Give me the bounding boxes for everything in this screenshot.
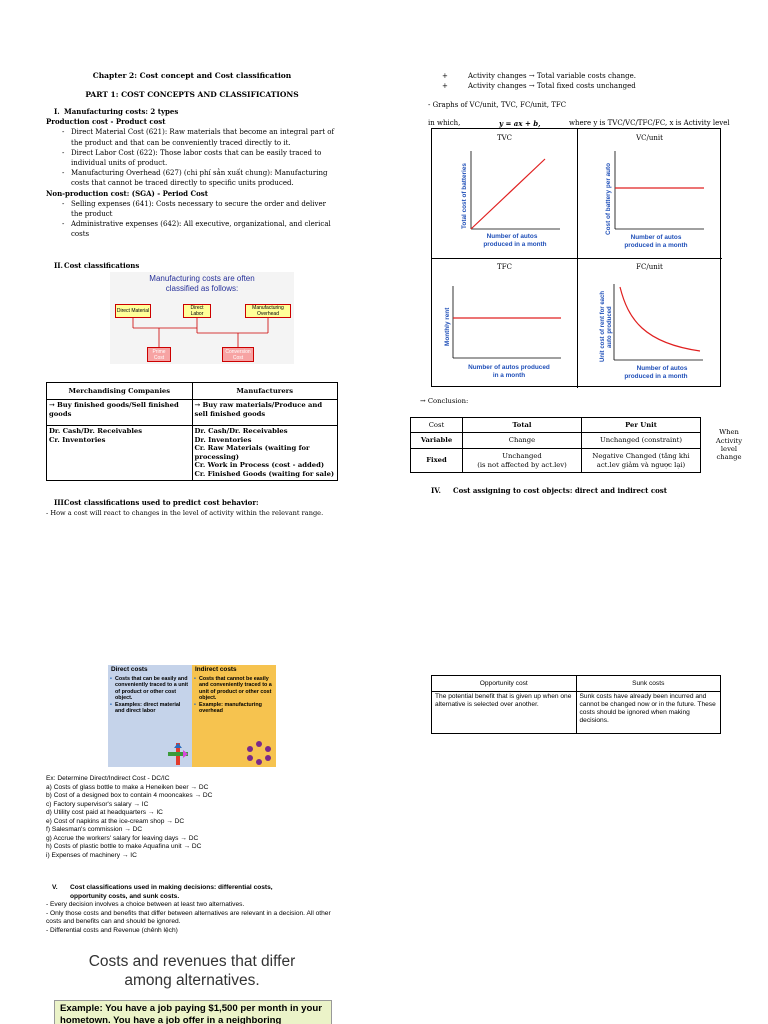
list-item: b) Cost of a designed box to contain 4 mooncakes → DC — [46, 792, 213, 799]
production-cost-heading: Production cost - Product cost — [46, 117, 166, 127]
table-cell: Fixed — [411, 449, 463, 473]
list-item: - Manufacturing Overhead (627) (chi phí sản xuất chung): Manufacturing costs that cannot be traced directly to specific units produced. — [62, 168, 338, 188]
cost-behavior-graphs — [431, 128, 721, 387]
fc-unit-x-axis-label: produced in a month — [624, 373, 688, 380]
table-cell: Change — [463, 433, 582, 449]
table-cell: Dr. Cash/Dr. Receivables Dr. Inventories Cr. Raw Materials (waiting for processing) Cr. Work in Process (cost - added) Cr. Finished Goods (waiting for sale) — [192, 426, 338, 481]
section-5 — [46, 884, 346, 935]
table-header: Total — [463, 418, 582, 433]
section-3-heading: III.Cost classifications used to predict cost behavior: — [54, 498, 259, 507]
list-item: g) Accrue the workers' salary for leaving days → DC — [46, 834, 199, 842]
section-manufacturing-costs — [46, 107, 338, 240]
example-box: Example: You have a job paying $1,500 per month in your hometown. You have a job offer in a neighboring — [54, 1000, 332, 1024]
formula-where: where y is TVC/VC/TFC/FC, x is Activity level — [569, 119, 730, 127]
table-cell: The potential benefit that is given up when one alternative is selected over another. — [432, 692, 577, 734]
activity-change-note: When Activity level change — [701, 418, 758, 473]
manufacturing-costs-diagram — [110, 272, 294, 364]
graph-title-tvc: TVC — [496, 134, 513, 142]
list-item: - Selling expenses (641): Costs necessary to secure the order and deliver the product — [62, 199, 338, 219]
list-item: d) Utility cost paid at headquarters → IC — [46, 809, 163, 816]
table-row — [432, 692, 721, 734]
section-5-heading: V. Cost classifications used in making decisions: differential costs, opportunity costs, and sunk costs. — [52, 884, 273, 900]
prime-cost-box: Prime Cost — [147, 347, 171, 362]
fc-unit-graph — [600, 284, 703, 380]
production-cost-list — [46, 127, 338, 188]
list-item: h) Costs of plastic bottle to make Aquafina unit → DC — [46, 843, 202, 850]
table-row — [432, 676, 721, 692]
table-header: Sunk costs — [576, 676, 721, 692]
cost-behavior-table — [410, 417, 757, 473]
table-row — [411, 418, 758, 433]
fc-unit-y-axis-label: auto produced — [607, 306, 613, 348]
fc-unit-y-axis-label: Unit cost of rent for each — [600, 290, 606, 362]
tvc-x-axis-label: Number of autos — [486, 233, 538, 240]
section-1-heading: I. Manufacturing costs: 2 types — [54, 107, 179, 116]
section-5-line: - Differential costs and Revenue (chênh lệch) — [46, 926, 178, 934]
fc-unit-x-axis-label: Number of autos — [636, 365, 688, 372]
list-item: e) Cost of napkins at the ice-cream shop → DC — [46, 817, 185, 825]
table-cell: Unchanged (is not affected by act.lev) — [463, 449, 582, 473]
list-item: i) Expenses of machinery → IC — [46, 851, 137, 859]
manufacturing-overhead-box: Manufacturing Overhead — [245, 304, 291, 318]
vc-unit-x-axis-label: produced in a month — [624, 242, 688, 249]
graph-title-fc-unit: FC/unit — [636, 263, 663, 271]
indirect-cycle-icon — [246, 741, 272, 765]
list-item: a) Costs of glass bottle to make a Heneiken beer → DC — [46, 783, 209, 791]
diagram-connectors — [110, 272, 294, 364]
vc-unit-y-axis-label: Cost of battery per auto — [605, 162, 612, 235]
section-5-line: - Every decision involves a choice between at least two alternatives. — [46, 901, 245, 908]
non-production-cost-heading: Non-production cost: (SGA) - Period Cost — [46, 188, 208, 198]
direct-indirect-examples — [46, 775, 346, 860]
list-item: Ex: Determine Direct/Indirect Cost - DC/IC — [46, 775, 170, 782]
fc-unit-curve — [620, 287, 700, 351]
direct-costs-panel: Direct costs • Costs that can be easily and conveniently traced to a unit of product or other cost object. • Examples: direct material and direct labor — [108, 665, 192, 767]
table-cell: Dr. Cash/Dr. Receivables Cr. Inventories — [47, 426, 193, 481]
table-header: Per Unit — [582, 418, 701, 433]
part-title: PART 1: COST CONCEPTS AND CLASSIFICATIONS — [85, 90, 299, 99]
non-production-cost-list — [46, 199, 338, 240]
tfc-graph — [444, 286, 561, 379]
list-item: - Direct Labor Cost (622): Those labor costs that can be easily traced to individual units of product. — [62, 148, 338, 168]
table-header: Merchandising Companies — [47, 383, 193, 400]
section-2-heading: II.Cost classifications — [54, 261, 140, 270]
conversion-cost-box: Conversion Cost — [222, 347, 254, 362]
section-3 — [46, 498, 338, 518]
merchandising-vs-manufacturers-table — [46, 382, 338, 481]
vc-unit-x-axis-label: Number of autos — [630, 234, 682, 241]
list-item: f) Salesman's commission → DC — [46, 826, 143, 833]
tvc-x-axis-label: produced in a month — [483, 241, 547, 248]
list-item: - Direct Material Cost (621): Raw materials that become an integral part of the product and that can be conveniently traced directly to it. — [62, 127, 338, 147]
tvc-graph — [461, 151, 560, 248]
chapter-title: Chapter 2: Cost concept and Cost classification — [92, 71, 292, 80]
indirect-costs-panel: Indirect costs • Costs that cannot be easily and conveniently traced to a unit of product or other cost object. • Example: manufacturing overhead — [192, 665, 276, 767]
direct-labor-box: Direct Labor — [183, 304, 211, 318]
table-cell: Negative Changed (tăng khi act.lev giảm và ngược lại) — [582, 449, 701, 473]
direct-material-box: Direct Material — [115, 304, 151, 318]
tvc-y-axis-label: Total cost of batteries — [461, 163, 468, 229]
list-item: + Activity changes → Total variable costs change. — [442, 71, 636, 81]
in-which-label: in which, — [428, 119, 461, 127]
table-cell: → Buy finished goods/Sell finished goods — [47, 400, 193, 426]
activity-changes-bullets — [428, 71, 636, 92]
list-item: + Activity changes → Total fixed costs unchanged — [442, 81, 636, 91]
differential-costs-headline: Costs and revenues that differ among alternatives. — [88, 953, 296, 989]
list-item: - Administrative expenses (642): All executive, organizational, and clerical costs — [62, 219, 338, 239]
section-4-heading: IV. Cost assigning to cost objects: direct and indirect cost — [431, 486, 667, 495]
tfc-x-axis-label: in a month — [492, 372, 526, 379]
graph-title-tfc: TFC — [497, 263, 512, 271]
table-cell: Sunk costs have already been incurred and cannot be changed now or in the future. These costs should be ignored when making decisions. — [576, 692, 721, 734]
table-cell: Variable — [411, 433, 463, 449]
graph-title-vc-unit: VC/unit — [636, 134, 663, 142]
table-header: Opportunity cost — [432, 676, 577, 692]
opportunity-sunk-costs-table — [431, 675, 721, 734]
tfc-y-axis-label: Monthly rent — [444, 307, 451, 346]
list-item: c) Factory supervisor's salary → IC — [46, 800, 149, 808]
section-5-line: - Only those costs and benefits that differ between alternatives are relevant in a decision. All other costs and benefits can and should be ignored. — [46, 909, 331, 925]
vc-unit-graph — [605, 151, 704, 249]
table-cell: → Buy raw materials/Produce and sell finished goods — [192, 400, 338, 426]
table-header: Manufacturers — [192, 383, 338, 400]
tvc-line — [471, 159, 545, 229]
diagram-title: Manufacturing costs are often classified as follows: — [149, 274, 255, 293]
direct-indirect-costs-graphic — [108, 665, 276, 767]
conclusion-label: → Conclusion: — [420, 397, 469, 405]
graphs-heading: - Graphs of VC/unit, TVC, FC/unit, TFC — [428, 101, 567, 109]
formula: y = ax + b, — [499, 119, 541, 128]
tfc-x-axis-label: Number of autos produced — [468, 364, 550, 371]
table-row — [47, 426, 338, 481]
graphs-svg — [432, 129, 722, 388]
table-cell: Unchanged (constraint) — [582, 433, 701, 449]
table-header: Cost — [411, 418, 463, 433]
section-3-description: - How a cost will react to changes in the level of activity within the relevant range. — [46, 509, 324, 518]
direct-arrows-icon — [168, 743, 188, 765]
table-row — [47, 400, 338, 426]
